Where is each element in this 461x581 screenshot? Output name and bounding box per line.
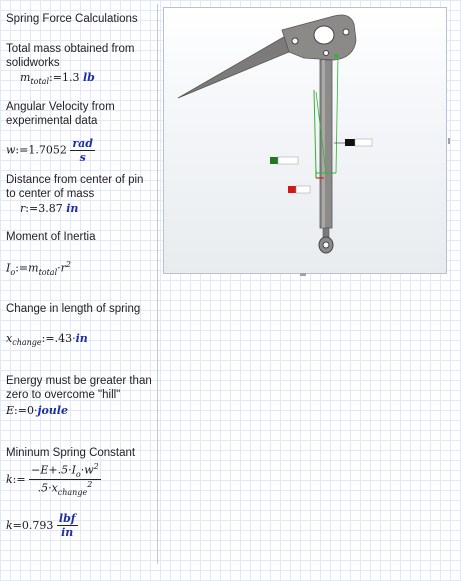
- spring-label[interactable]: Mininum Spring Constant: [6, 447, 136, 459]
- resize-handle-right[interactable]: [448, 138, 450, 144]
- linkage-drawing: [164, 8, 446, 273]
- energy-equation[interactable]: E:=0·joule: [6, 404, 68, 417]
- omega-label[interactable]: Angular Velocity from experimental data: [6, 101, 115, 127]
- rod-eye-hole: [323, 242, 329, 248]
- resize-handle-bottom[interactable]: [300, 273, 306, 276]
- xchange-equation[interactable]: $x_{change}:=.43\cdot in$: [6, 332, 88, 348]
- inertia-label[interactable]: Moment of Inertia: [6, 231, 96, 243]
- black-tag: [345, 139, 355, 146]
- result-equation[interactable]: k=0.793 $\frac{\text{lbf}}{in}$: [6, 512, 76, 539]
- section-title: Spring Force Calculations: [6, 13, 138, 25]
- worksheet-divider: [157, 4, 158, 564]
- bracket-hole-right: [343, 29, 349, 35]
- tapered-arm: [178, 28, 301, 98]
- inertia-equation[interactable]: $I_o:=m_{total}\cdot r^2$: [6, 260, 71, 277]
- xchange-label[interactable]: Change in length of spring: [6, 303, 141, 315]
- bracket-hole-large: [314, 26, 334, 44]
- red-tag: [288, 186, 296, 193]
- mass-label[interactable]: Total mass obtained from solidworks: [6, 43, 135, 69]
- green-tag: [270, 157, 278, 164]
- cad-model-image[interactable]: [163, 7, 447, 274]
- radius-equation[interactable]: r:=3.87 in: [20, 202, 79, 215]
- bracket-hole-bottom: [324, 51, 329, 56]
- cylinder-body: [320, 60, 332, 228]
- mass-equation[interactable]: $m_{total}:=1.3$ lb: [20, 71, 95, 87]
- spring-equation[interactable]: k:= $\frac{-E+.5\cdot I_o\cdot w^2}{.5\cdot x_{change}^2}$: [6, 462, 99, 497]
- green-node: [334, 54, 338, 58]
- radius-label[interactable]: Distance from center of pin to center of mass: [6, 174, 144, 200]
- omega-equation[interactable]: w:=1.7052 $\frac{\text{rad}}{s}$: [6, 137, 93, 164]
- bracket-hole-left: [292, 38, 298, 44]
- energy-label[interactable]: Energy must be greater than zero to overcome "hill": [6, 375, 152, 401]
